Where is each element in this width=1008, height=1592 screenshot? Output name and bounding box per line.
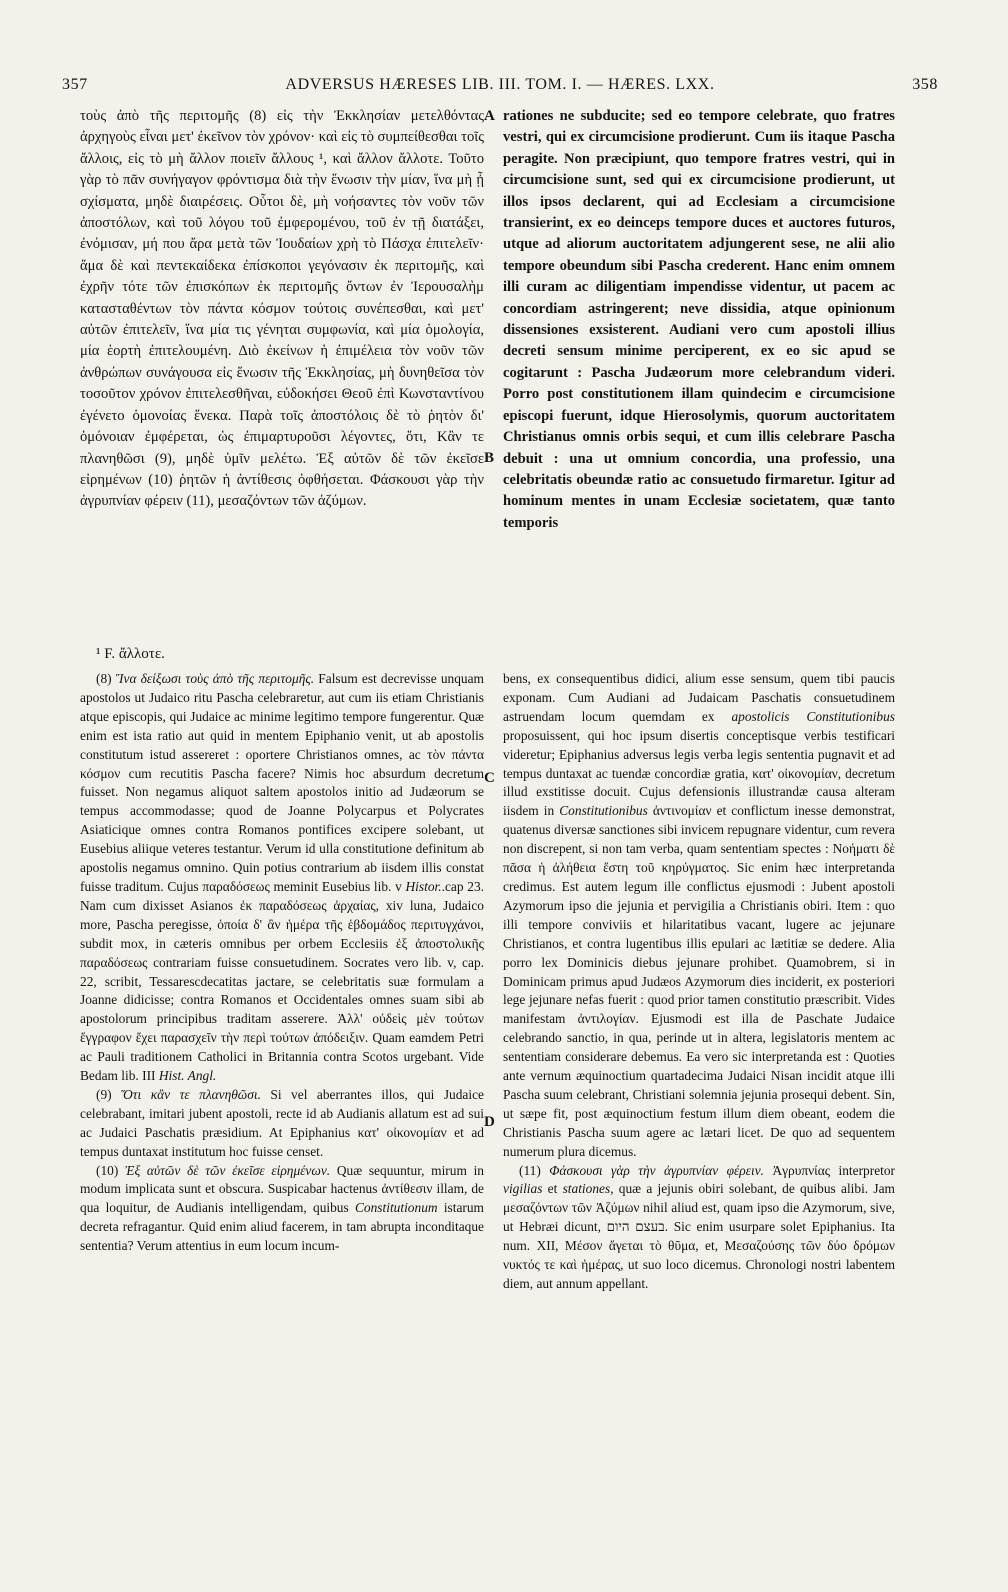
note-10: (10) Ἐξ αὐτῶν δὲ τῶν ἐκεῖσε εἰρημένων. Quæ sequuntur, mirum in modum implicata sunt et obscura. Suspicabar hactenus ἀντίθεσιν illam, de qua loquitur, de Audianis intelligendam, quibus Constitutionum istarum decreta refragantur. Quid enim aliud facerem, in tam abrupta inconditaque sententia? Verum attentius in eum locum incum- [80,1162,484,1254]
note-10-continued: bens, ex consequentibus didici, alium esse sensum, quem tibi paucis exponam. Cum Audiani ad Judaicam Paschatis consuetudinem astruendam locum quemdam ex apostolicis Constitutionibus proposuissent, qui hoc ipsum disertis conceptisque verbis testificari videretur; Epiphanius adversus legis verba legis sententia pugnavit et ad tempus duntaxat ac tuendæ concordiæ gratia, κατ' οἰκονομίαν, decretum illud exstitisse docuit. Cujus defensionis illustrandæ causa alteram iisdem in Constitutionibus ἀντινομίαν et conflictum inesse demonstrat, quatenus diversæ sanctiones sibi invicem repugnare videntur, cum revera non discrepent, si non tam verba, quam sententiam spectes : Νοήματι δὲ πᾶσα ἡ ἀλήθεια ἔστη τοῦ κηρύγματος. Sic enim hæc interpretanda credimus. Est autem legum ille conflictus ejusmodi : Jubent apostoli Azymorum ipso die jejunia et pervigilia a Christianis obiri. Item : quo illi tempore conviviis et hilaritatibus vacant, lugere ac jejunare Christianos, et contra lugentibus illis epulari ac lætitiæ se dedere. Alia porro lex Dominicis diebus jejunare prohibet. Quamobrem, si in Dominicam primus apud Judæos Azymorum dies inciderit, ex posteriori lege jejunare nefas fuerit : quod prior tamen constitutio præscribit. Vides manifestam ἀντιλογίαν. Ejusmodi est illa de Paschate Judaice celebrando sanctio, in qua, perinde ut in altera, legislatoris mentem ac sententiam considerare debemus. Ea vero sic interpretanda est : Quoties ante vernum æquinoctium quartadecima Judaici Nisan incidit atque illi Pascha suum celebrant, Christiani solemnia jejunia prosequi debent. Sin, ut sæpe fit, post æquinoctium festum illum diem obeant, eodem die Christianis Pascha suum agere ac lætari licet. De quo ad sequentem numerum plura dicemus. [503,671,895,1159]
section-marker-b: B [484,450,495,466]
notes-left-column [80,670,484,1256]
greek-paragraph: τοὺς ἀπὸ τῆς περιτομῆς (8) εἰς τὴν Ἐκκλησίαν μετελθόντας ἀρχηγοὺς εἶναι μετ' ἐκεῖνον τὸν χρόνον· καὶ εἰς τὸ συμπείθεσθαι τοῖς ἄλλοις, εἰς τὸ μὴ ἄλλον ποιεῖν ἄλλους ¹, καὶ ἄλλον ἄλλοτε. Τοῦτο γὰρ τὸ πᾶν συνήγαγον φρόντισμα διὰ τὴν ἕνωσιν τὴν μίαν, ἵνα μὴ ᾖ σχίσματα, μηδὲ διαιρέσεις. Οὗτοι δὲ, μὴ νοήσαντες τὸν νοῦν τῶν ἀποστόλων, καὶ τοῦ λόγου τοῦ ἐμφερομένου, τοῦ ἐν τῇ διατάξει, ἐνόμισαν, μή που ἄρα μετὰ τῶν Ἰουδαίων χρὴ τὸ Πάσχα ἐπιτελεῖν· ἅμα δὲ καὶ πεντεκαίδεκα ἐπίσκοποι γεγόνασιν ἐκ περιτομῆς, καὶ ἐχρῆν τότε τῶν ἐπισκόπων ἐκ περιτομῆς ὄντων ἐν Ἰερουσαλὴμ κατασταθέντων τὸν πάντα κόσμον τούτοις συνέπεσθαι, καὶ μετ' αὐτῶν ἐπιτελεῖν, ἵνα μία τις γένηται συμφωνία, καὶ μία ὁμολογία, μία ἑορτὴ ἐπιτελουμένη. Διὸ ἐκείνων ἡ ἐπιμέλεια τὸν νοῦν τῶν ἀνθρώπων συνάγουσα εἰς ἕνωσιν τῆς Ἐκκλησίας, μὴ δυνηθεῖσα τὸν τοσοῦτον χρόνον ἐπιτελεσθῆναι, εὐδοκήσει Θεοῦ ἐπὶ Κωνσταντίνου ἐγένετο ὁμονοίας ἕνεκα. Παρὰ τοῖς ἀποστόλοις δὲ τὸ ῥητὸν δι' ὁμόνοιαν ἐμφέρεται, ὡς ἐπιμαρτυροῦσι λέγοντες, ὅτι, Κἂν τε πλανηθῶσι (9), μηδὲ ὑμῖν μελέτω. Ἐξ αὐτῶν δὲ τῶν ἐκεῖσε εἰρημένων (10) ῥητῶν ἡ ἀντίθεσις ὀφθήσεται. Φάσκουσι γὰρ τὴν ἀγρυπνίαν φέρειν (11), μεσαζόντων τῶν ἀζύμων. [80,108,484,510]
right-page-number: 358 [912,76,938,93]
note-9: (9) Ὅτι κἂν τε πλανηθῶσι. Si vel aberrantes illos, qui Judaice celebrabant, imitari jubent apostoli, recte id ab Audianis allatum est ad sui ac Judaici Paschatis præsidium. At Epiphanius κατ' οἰκονομίαν et ad tempus duntaxat institutum hoc fuisse censet. [80,1086,484,1159]
section-marker-c: C [484,770,495,786]
latin-paragraph: rationes ne subducite; sed eo tempore celebrate, quo fratres vestri, qui ex circumcisione prodierunt. Cum iis itaque Pascha peragite. Non præcipiunt, quo tempore fratres vestri, qui in circumcisione sunt, sed qui ex circumcisione prodierunt, ut illos ipsos declarent, qui ad Ecclesiam a circumcisione transierint, ex eo deinceps tempore duces et auctores futuros, utque ad aliorum auctoritatem adjungerent sese, ne alii alio tempore obeundum sibi Pascha crederent. Hanc enim omnem illi curam ac diligentiam impendisse videntur, ut pacem ac concordiam astringerent; neve dissidia, atque opinionum dissensiones exsisterent. Audiani vero cum apostoli illius decreti sensum minime perciperent, ex eo sic apud se cogitarunt : Pascha Judæorum more celebrandum videri. Porro post constitutionem illam quindecim e circumcisione episcopi fuerunt, idque Hierosolymis, quorum auctoritatem Christianus omnis orbis sequi, et cum illis celebrare Pascha debuit : una ut omnium concordia, una professio, una celebritatis obeundæ ratio ac consuetudo firmaretur. Igitur ad hominum mentes in unam Ecclesiæ societatem, quæ tanto temporis [503,108,896,531]
notes-right-column [503,670,895,1294]
running-header [62,76,938,100]
running-title: ADVERSUS HÆRESES LIB. III. TOM. I. — HÆRES. LXX. [285,76,715,93]
footnote: ¹ F. ἄλλοτε. [96,646,165,662]
section-marker-a: A [484,108,495,124]
greek-text-column [80,106,484,513]
section-marker-d: D [484,1114,495,1130]
latin-translation-column [503,106,895,534]
note-8: (8) Ἵνα δείξωσι τοὺς ἀπὸ τῆς περιτομῆς. Falsum est decrevisse unquam apostolos ut Judaico ritu Pascha celebraretur, aut cum iis etiam Christianis atque episcopis, qui Judaice ac minime legitimo tempore fungerentur. Quæ enim est ista ratio aut quid in mentem Epiphanio venit, ut ab apostolis constitutum istud assereret : oportere Christianos omnes, ac τὸν πάντα κόσμον cum recutitis Pascha facere? Nimis hoc absurdum decretum fuisset. Non negamus aliquot saltem apostolos initio ad Judæorum se tempus accommodasse; quod de Joanne Polycarpus et Polycrates Asiaticique omnes contra Romanos pontifices excipere solebant, ut Eusebius aliique veteres testantur. Verum id ulla constitutione definitum ab apostolis negamus omnino. Quin potius contrarium ab iisdem illis constat fuisse traditum. Cujus παραδόσεως meminit Eusebius lib. v Histor..cap 23. Nam cum dixisset Asianos ἐκ παραδόσεως ἀρχαίας, xiv luna, Judaico more, Pascha peregisse, ὁποία δ' ἂν ἡμέρα τῆς ἑβδομάδος περιτυγχάνοι, subdit mox, in cæteris omnibus per orbem Ecclesiis ἐξ ἀποστολικῆς παραδόσεως contrariam fuisse consuetudinem. Socrates vero lib. v, cap. 22, scribit, Tessarescdecatitas jactare, se celebritatis suæ formulam a Joanne didicisse; contra Romanos et Occidentales omnes suam sibi ab apostolorum principibus traditam asserere. Ἀλλ' οὐδεὶς μὲν τούτων ἔγγραφον ἔχει παρασχεῖν τὴν περὶ τούτων ἀπόδειξιν. Quam eamdem Petri ac Pauli traditionem Catholici in Britannia contra Scotos urgebant. Vide Bedam lib. III Hist. Angl. [80,671,484,1084]
left-page-number: 357 [62,76,88,93]
note-11: (11) Φάσκουσι γὰρ τὴν ἀγρυπνίαν φέρειν. Ἀγρυπνίας interpretor vigilias et stationes, quæ a jejunis obiri solebant, de quibus alibi. Jam μεσαζόντων τῶν Ἀζύμων nihil aliud est, quam ipso die Azymorum, sive, ut Hebræi dicunt, בעצם היום. Sic enim usurpare solet Epiphanius. Ita num. XII, Μέσον ἄγεται τὸ θῦμα, et, Μεσαζούσης τῶν δύο δρόμων νυκτός τε καὶ ἡμέρας, ut suo loco dicemus. Chronologi nostri labentem diem, aut annum appellant. [503,1162,896,1291]
